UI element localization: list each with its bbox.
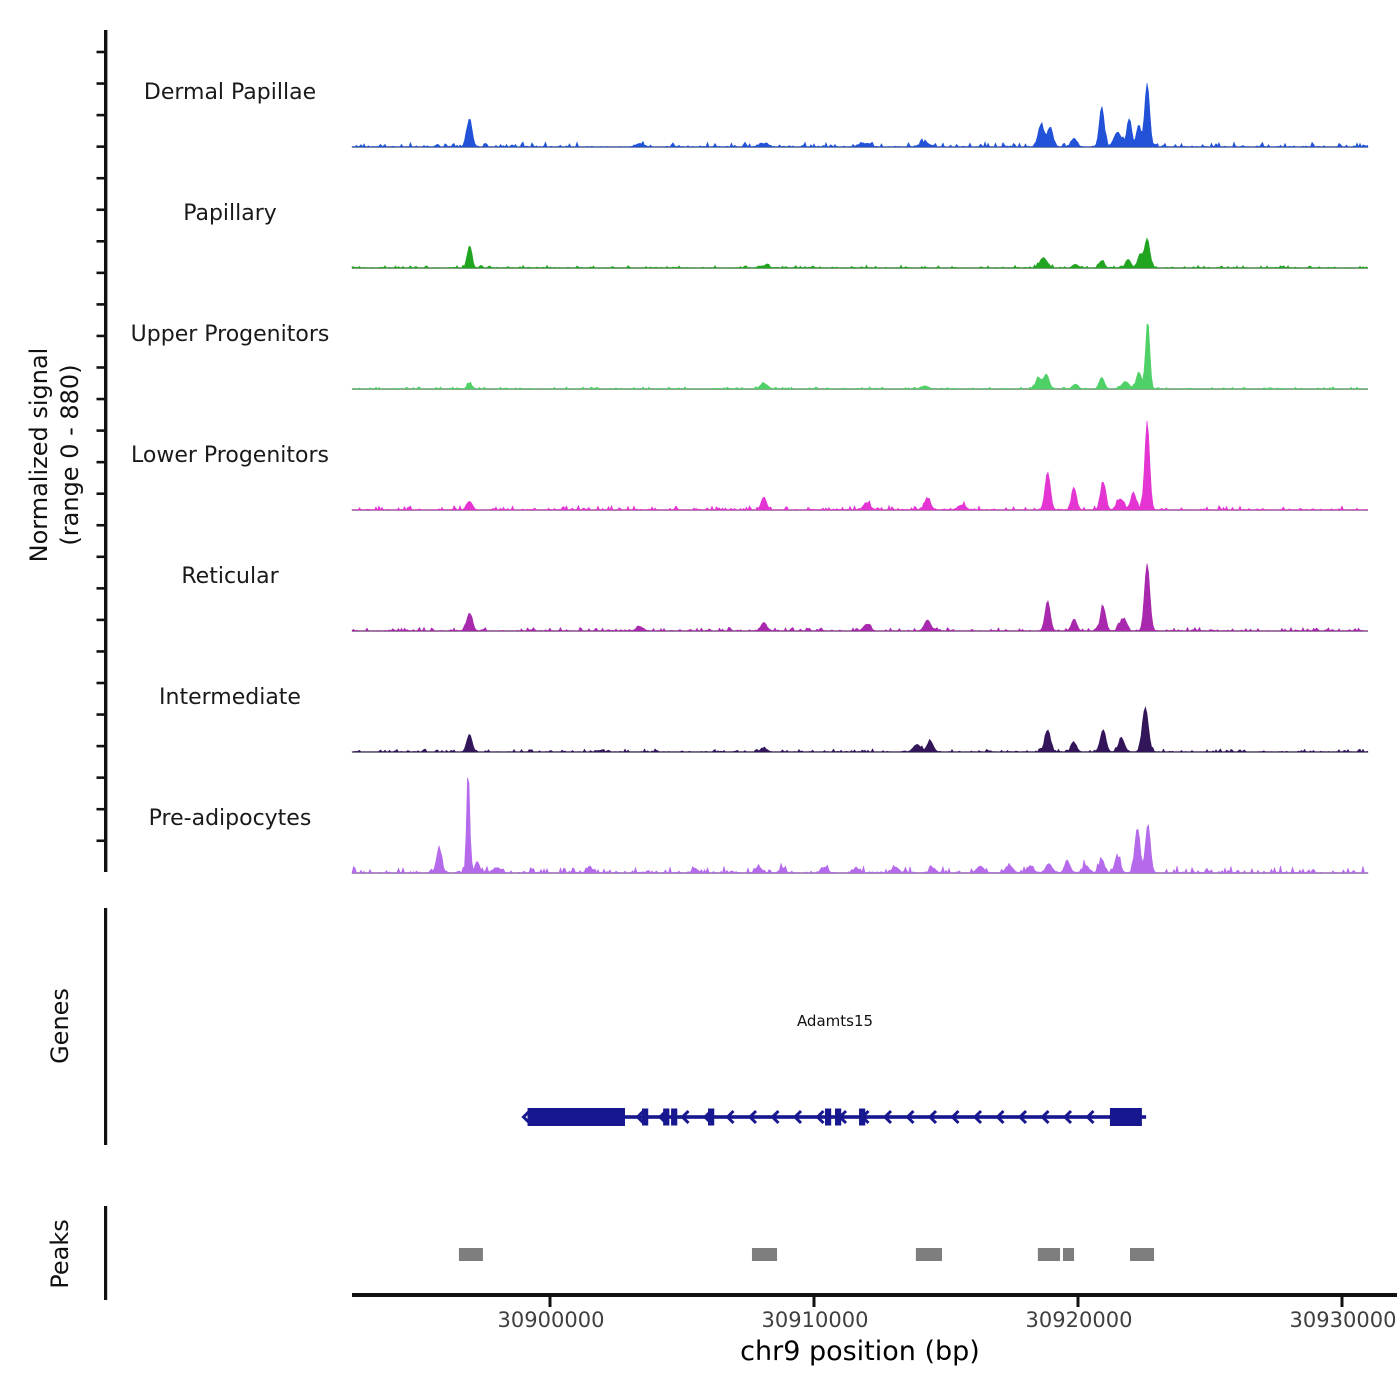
gene-exon [825,1109,831,1126]
peak-region [1063,1248,1074,1261]
track-label-reticular: Reticular [181,564,279,589]
x-tick-label-30920000: 30920000 [1025,1308,1133,1332]
signal-area-intermediate [352,707,1368,752]
peak-region [1038,1248,1060,1261]
signal-area-papillary [352,238,1368,268]
gene-exon [859,1109,865,1126]
signal-area-pre-adipocytes [352,778,1368,873]
gene-exon [671,1109,677,1126]
peak-region [752,1248,777,1261]
genes-axis-line [104,908,107,1145]
y-axis-label-line2: (range 0 - 880) [56,364,84,546]
signal-area-reticular [352,564,1368,631]
track-label-papillary: Papillary [183,201,277,226]
signal-area-upper-progenitors [352,324,1368,389]
peak-region [1130,1248,1154,1261]
gene-label: Adamts15 [796,1012,874,1030]
x-axis-line [352,1293,1397,1297]
signal-area-lower-progenitors [352,421,1368,510]
gene-exon [708,1109,714,1126]
track-label-intermediate: Intermediate [159,685,301,710]
peaks-axis-line [104,1206,107,1300]
track-label-lower-progenitors: Lower Progenitors [131,443,329,468]
gene-exon [642,1109,648,1126]
track-label-pre-adipocytes: Pre-adipocytes [148,806,312,831]
x-tick-label-30910000: 30910000 [761,1308,869,1332]
gene-exon [835,1109,841,1126]
x-tick-label-30900000: 30900000 [497,1308,605,1332]
peaks-section-label: Peaks [46,1219,74,1289]
gene-thick-exon [1110,1108,1142,1126]
x-tick-label-30930000: 30930000 [1289,1308,1397,1332]
peak-region [916,1248,942,1261]
peak-region [459,1248,483,1261]
signal-axis-line [104,30,107,872]
signal-area-dermal-papillae [352,83,1368,147]
x-axis-title: chr9 position (bp) [740,1336,980,1367]
y-axis-label-line1: Normalized signal [25,347,53,563]
genes-section-label: Genes [46,988,74,1064]
gene-thick-exon [528,1108,625,1126]
track-label-upper-progenitors: Upper Progenitors [130,322,330,347]
track-label-dermal-papillae: Dermal Papillae [143,80,317,105]
gene-exon [663,1109,669,1126]
